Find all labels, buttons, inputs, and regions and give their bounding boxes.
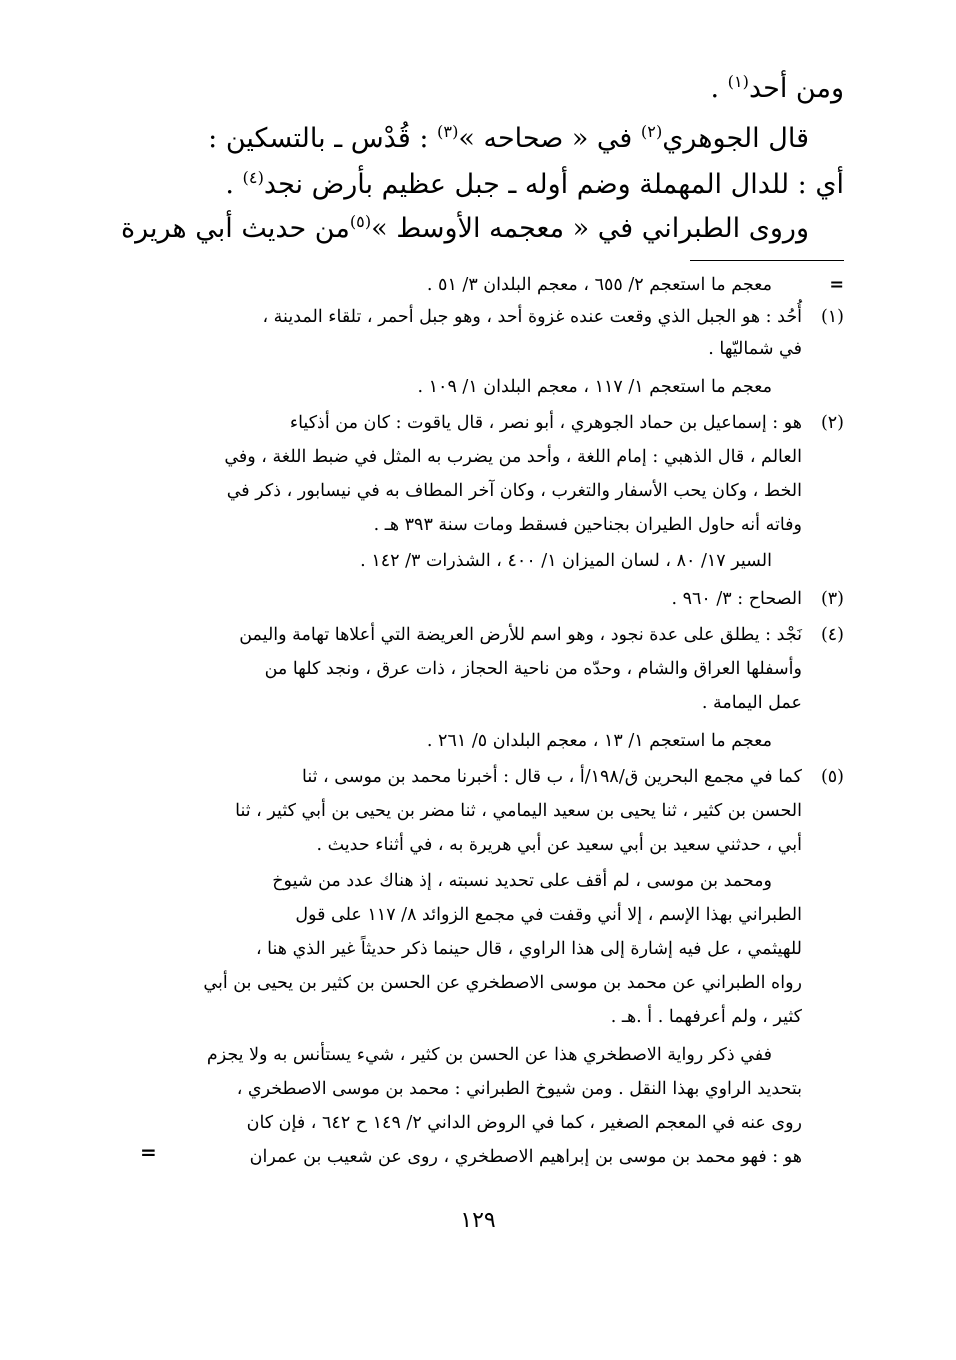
footnote-ref-4: (٤) bbox=[242, 168, 264, 187]
footnote-separator bbox=[690, 260, 844, 261]
page: ومن أحد$^{(١)}$ . قال الجوهري$^{(٢)}$ في « صحاحه »$^{(٣)}$ : قُدْس ـ بالتسكين : أي : للدال المهملة وضم أوله ـ جبل عظيم بأرض نجد$^{(٤)}$ . وروى الطبراني في « معجمه الأوسط »$^{(٥)}$من حديث أبي هريرة = معجم ما استعجم ٢/ ٦٥٥ ، معجم البلدان ٣/ ٥١ . (١) أُحُد : هو الجبل الذي وقعت عنده غزوة أحد ، وهو جبل أحمر ، تلقاء المدينة ، في شماليّها . معجم ما استعجم ١/ ١١٧ ، معجم البلدان ١/ ١٠٩ . (٢) هو : إسماعيل بن حماد الجوهري ، أبو نصر ، قال ياقوت : كان من أذكياء العالم ، قال الذهبي : إمام اللغة ، وأحد من يضرب به المثل في ضبط اللغة ، وفي الخط ، وكان يحب الأسفار والتغرب ، وكان آخر المطاف به في نيسابور ، ذكر في وفاته أنه حاول الطيران بجناحين فسقط ومات سنة ٣٩٣ هـ . السير ١٧/ ٨٠ ، لسان الميزان ١/ ٤٠٠ ، الشذرات ٣/ ١٤٢ . (٣) الصحاح : ٣/ ٩٦٠ . (٤) نَجْد : يطلق على عدة نجود ، وهو اسم للأرض العريضة التي أعلاها تهامة واليمن وأسفلها العراق والشام ، وحدّه من ناحية الحجاز ، ذات عرق ، ونجد كلها من عمل اليمامة . معجم ما استعجم ١/ ١٣ ، معجم البلدان ٥/ ٢٦١ . (٥) كما في مجمع البحرين ق/١٩٨/أ ، ب قال : أخبرنا محمد بن موسى ، ثنا الحسن بن كثير ، ثنا يحيى بن سعيد اليمامي ، ثنا مضر بن يحيى بن أبي كثير ، ثنا أبي ، حدثني سعيد بن أبي سعيد عن أبي هريرة به ، في أثناء حديث . ومحمد بن موسى ، لم أقف على تحديد نسبته ، إذ هناك عدد من شيوخ الطبراني بهذا الإسم ، إلا أني وقفت في مجمع الزوائد ٨/ ١١٧ على قول للهيثمي ، عل فيه إشارة إلى هذا الراوي ، قال حينما ذكر حديثاً غير الذي هنا ، رواه الطبراني عن محمد بن موسى الاصطخري عن الحسن بن كثير بن يحيى بن أبي كثير ، ولم أعرفهما . أ .هـ . ففي ذكر رواية الاصطخري هذا عن الحسن بن كثير ، شيء يستأنس به ولا يجزم بتحديد الراوي بهذا النقل . ومن شيوخ الطبراني : محمد بن موسى الاصطخري ، روى عنه في المعجم الصغير ، كما في الروض الداني ٢/ ١٤٩ ح ٦٤٢ ، فإن كان هو : فهو محمد بن موسى بن إبراهيم الاصطخري ، روى عن شعيب بن عمران = ١٢٩ bbox=[0, 0, 956, 1360]
main-line-4: وروى الطبراني في « معجمه الأوسط »$^{(٥)}$من حديث أبي هريرة bbox=[120, 212, 809, 244]
continuation-mark: = bbox=[829, 275, 844, 295]
footnote-ref-3: (٣) bbox=[437, 122, 459, 141]
page-number: ١٢٩ bbox=[460, 1208, 496, 1233]
footnote-ref-1: (١) bbox=[727, 72, 749, 91]
main-line-2: قال الجوهري$^{(٢)}$ في « صحاحه »$^{(٣)}$ : قُدْس ـ بالتسكين : bbox=[208, 122, 809, 154]
main-line-1: ومن أحد$^{(١)}$ . bbox=[710, 72, 844, 104]
footnote-ref-2: (٢) bbox=[640, 122, 663, 141]
footnote-ref-5: (٥) bbox=[349, 212, 372, 231]
main-line-3: أي : للدال المهملة وضم أوله ـ جبل عظيم بأرض نجد$^{(٤)}$ . bbox=[225, 168, 844, 200]
continuation-mark-end: = bbox=[140, 1140, 157, 1164]
